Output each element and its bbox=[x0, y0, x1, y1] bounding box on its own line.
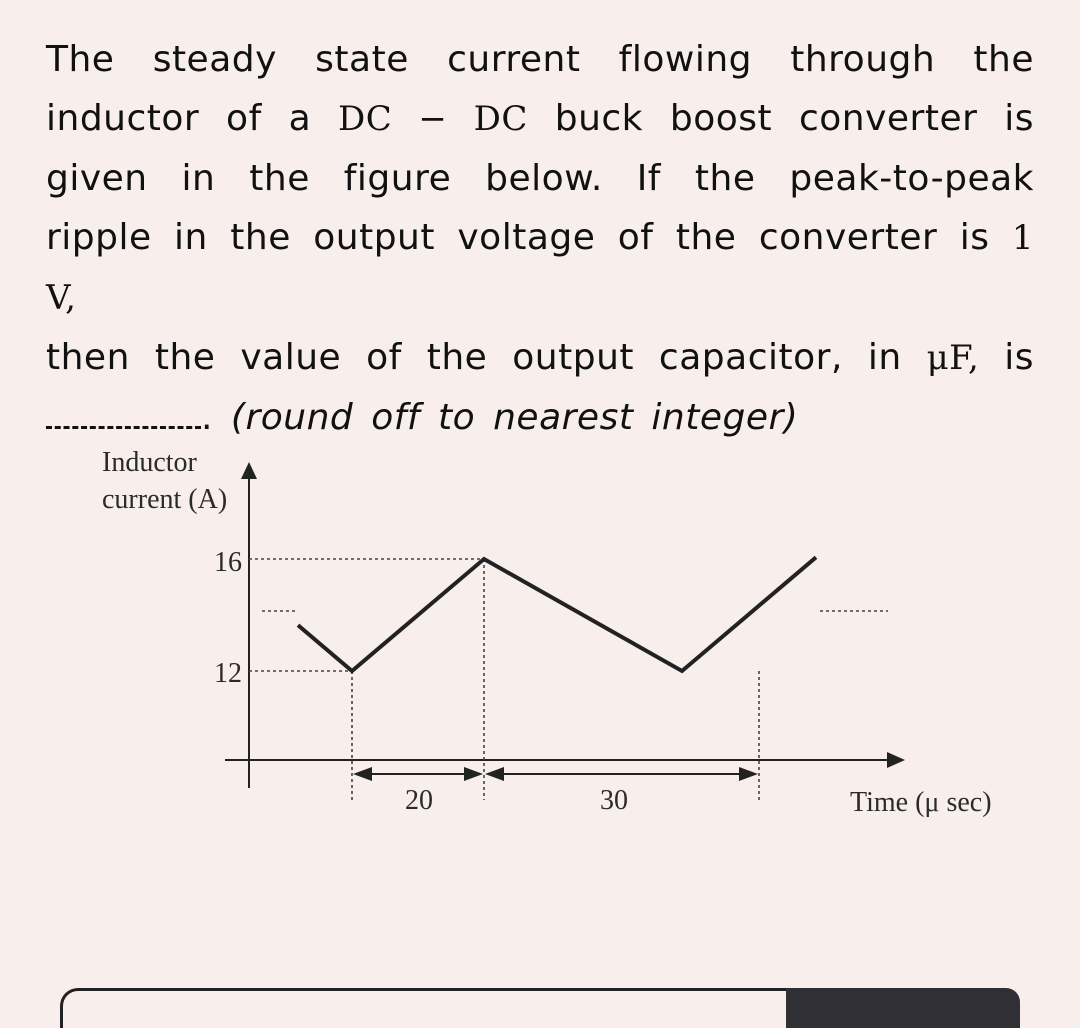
y-tick-12: 12 bbox=[214, 658, 242, 689]
rounding-instruction: (round off to nearest integer) bbox=[230, 397, 799, 438]
dc-dc-math: DC − DC bbox=[337, 99, 528, 139]
question-line-2-post: buck boost converter is bbox=[554, 98, 1034, 139]
answer-input[interactable] bbox=[60, 988, 786, 1028]
submit-button[interactable] bbox=[786, 988, 1020, 1028]
question-line-2-pre: inductor of a bbox=[46, 98, 312, 139]
y-axis-label-line2: current (A) bbox=[102, 484, 228, 515]
question-line-1-text: The steady state current flowing through the bbox=[46, 39, 1034, 80]
arrowhead-right bbox=[739, 767, 758, 781]
arrowhead-left bbox=[485, 767, 504, 781]
ripple-voltage-math: 1 V, bbox=[46, 218, 1034, 318]
unit-math: μF, bbox=[926, 338, 980, 378]
x-axis-label: Time (μ sec) bbox=[850, 787, 992, 818]
guide-lines bbox=[249, 559, 888, 800]
y-axis-label-line1: Inductor bbox=[102, 447, 197, 478]
y-axis-arrowhead bbox=[241, 462, 257, 479]
interval-arrow-fall bbox=[485, 767, 758, 781]
y-tick-16: 16 bbox=[214, 547, 242, 578]
x-axis-arrowhead bbox=[887, 752, 905, 768]
question-line-5-post: is bbox=[1004, 337, 1034, 378]
interval-arrow-rise bbox=[353, 767, 483, 781]
arrowhead-left bbox=[353, 767, 372, 781]
interval-label-rise: 20 bbox=[405, 785, 433, 816]
question-line-4-pre: ripple in the output voltage of the converter is bbox=[46, 217, 990, 258]
inductor-current-waveform bbox=[298, 557, 816, 671]
arrowhead-right bbox=[464, 767, 483, 781]
question-line-6-period: . bbox=[201, 397, 213, 438]
interval-label-fall: 30 bbox=[600, 785, 628, 816]
question-line-5-pre: then the value of the output capacitor, in bbox=[46, 337, 902, 378]
question-line-3-text: given in the figure below. If the peak-to-peak bbox=[46, 158, 1034, 199]
